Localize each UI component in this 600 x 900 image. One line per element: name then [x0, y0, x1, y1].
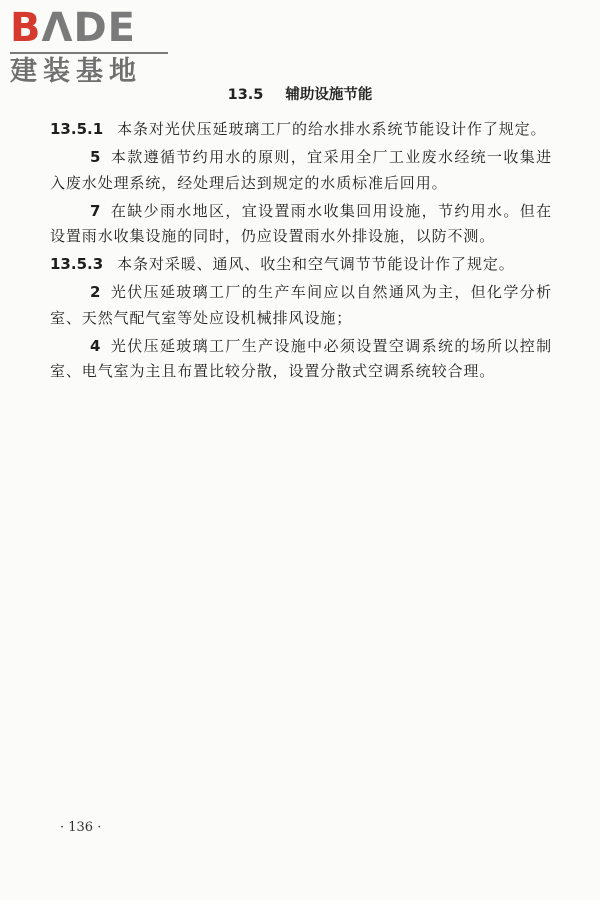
item-text: 光伏压延玻璃工厂生产设施中必须设置空调系统的场所以控制室、电气室为主且布置比较分散，设置分散式空调系统较合理。 [50, 336, 552, 380]
item-text: 本款遵循节约用水的原则，宜采用全厂工业废水经统一收集进入废水处理系统，经处理后达到规定的水质标准后回用。 [50, 148, 552, 192]
clause-number: 13.5.1 [50, 120, 104, 138]
clause-paragraph [50, 252, 552, 278]
bade-logo [10, 6, 175, 87]
section-number: 13.5 [227, 87, 264, 103]
logo-chinese-text: 建装基地 [10, 56, 142, 87]
logo-wordmark [10, 6, 175, 50]
clause-text: 本条对采暖、通风、收尘和空气调节节能设计作了规定。 [117, 255, 515, 273]
clause-paragraph [50, 117, 552, 143]
section-heading [0, 83, 600, 104]
item-number: 7 [90, 201, 101, 220]
logo-divider [10, 52, 168, 54]
item-number: 2 [90, 283, 101, 301]
page-number: · 136 · [60, 820, 102, 835]
section-title: 辅助设施节能 [285, 87, 373, 103]
item-paragraph [50, 334, 552, 385]
item-text: 在缺少雨水地区，宜设置雨水收集回用设施，节约用水。但在设置雨水收集设施的同时，仍应设置雨水外排设施，以防不测。 [50, 201, 552, 245]
logo-accent-mark: Λ [41, 5, 74, 51]
item-paragraph [50, 280, 552, 331]
item-text: 光伏压延玻璃工厂的生产车间应以自然通风为主，但化学分析室、天然气配气室等处应设机械排风设施； [50, 283, 552, 327]
clause-text: 本条对光伏压延玻璃工厂的给水排水系统节能设计作了规定。 [117, 120, 547, 138]
logo-accent-letter: B [10, 5, 42, 51]
item-paragraph [50, 145, 552, 196]
body-text [50, 117, 552, 387]
clause-number: 13.5.3 [50, 255, 104, 273]
item-number: 4 [90, 336, 101, 355]
item-paragraph [50, 199, 552, 250]
item-number: 5 [90, 148, 101, 166]
logo-word-rest: DE [73, 5, 136, 51]
